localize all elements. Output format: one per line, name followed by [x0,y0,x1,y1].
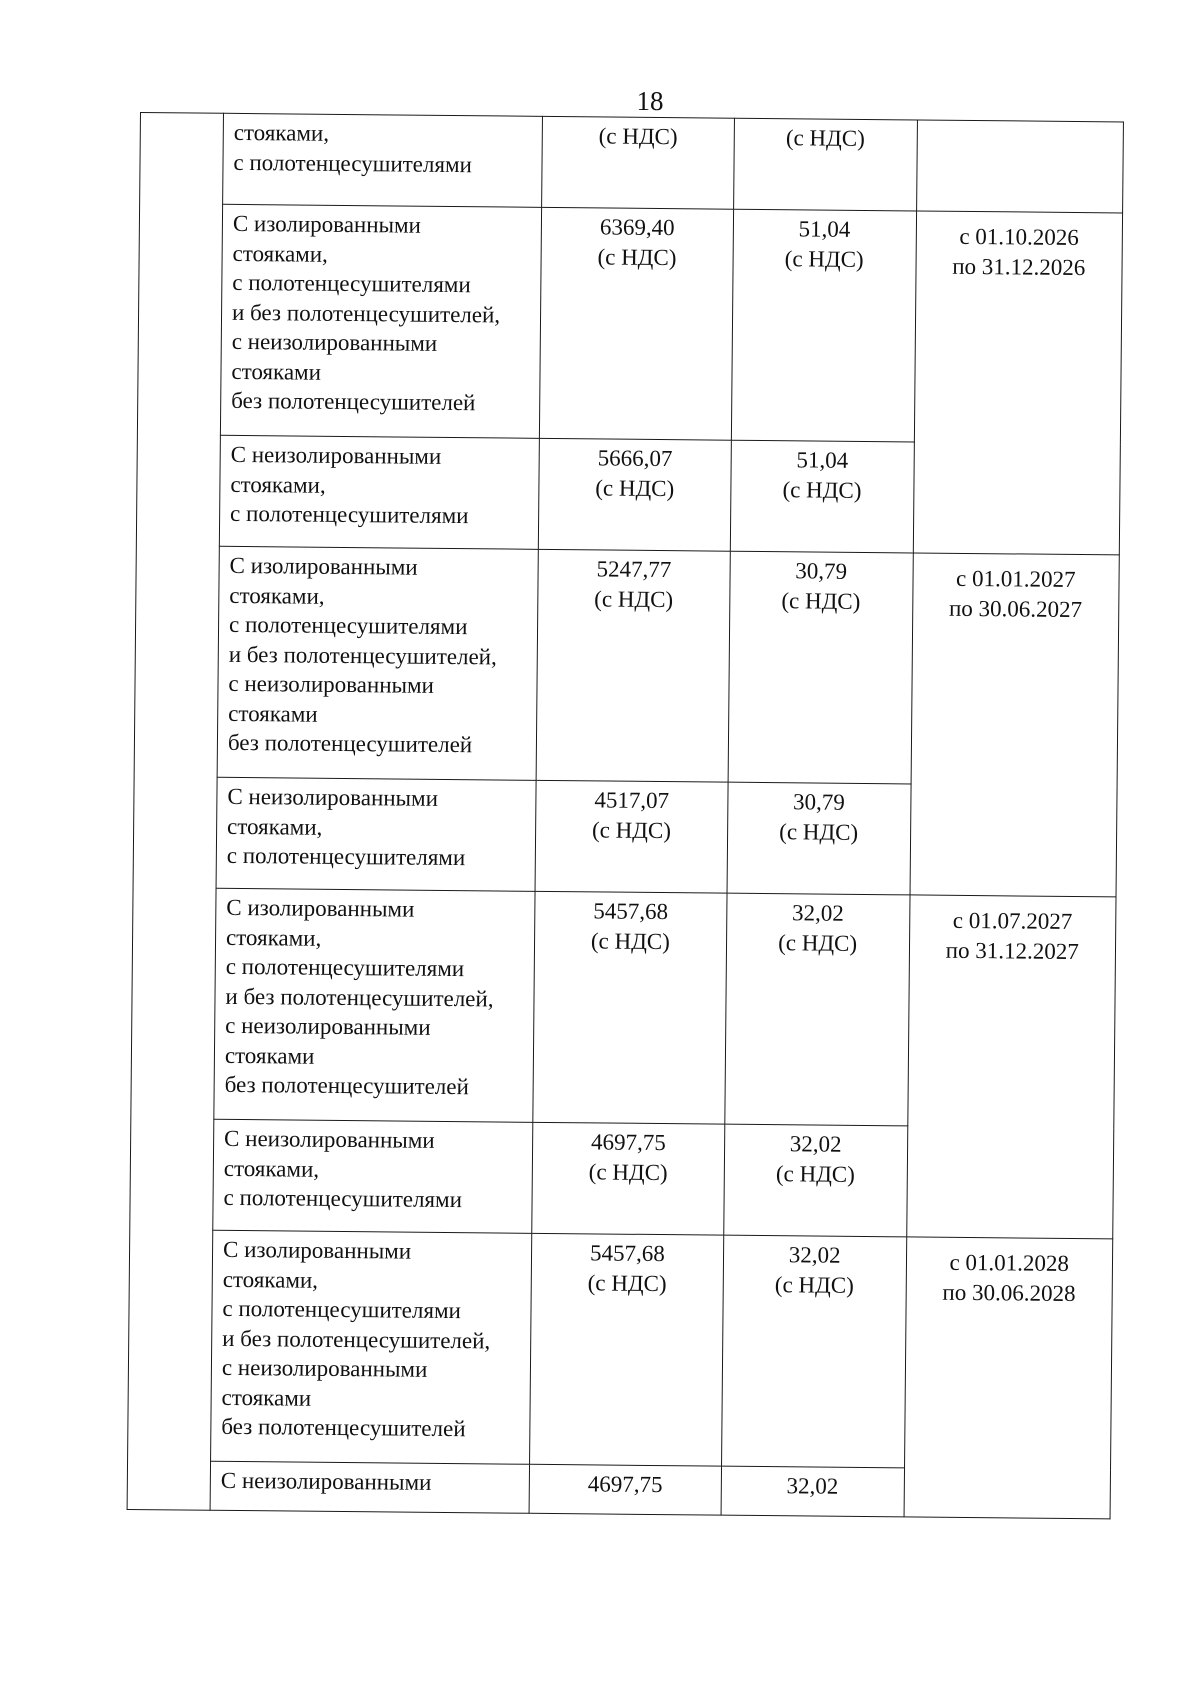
volume-value-cell: 32,02 (с НДС) [721,1235,906,1468]
table-row [131,887,1116,1127]
tariff-value-cell: 4697,75 (с НДС) [532,1122,725,1235]
description-cell: С изолированными стояками, с полотенцесушителями и без полотенцесушителей, с неизолированными стояками без полотенцесушителей [220,204,541,438]
description-cell: С изолированными стояками, с полотенцесушителями и без полотенцесушителей, с неизолированными стояками без полотенцесушителей [211,1230,532,1464]
table-row [140,113,1124,213]
period-cell [916,120,1123,213]
volume-value-cell: 32,02 [721,1466,904,1517]
tariff-value-cell: 6369,40 (с НДС) [539,207,733,440]
tariff-value-cell: 5457,68 (с НДС) [530,1233,724,1466]
description-cell: С неизолированными [210,1461,530,1513]
volume-value-cell: 32,02 (с НДС) [723,1124,907,1237]
period-cell: с 01.01.2028 по 30.06.2028 [904,1237,1113,1519]
description-cell: С изолированными стояками, с полотенцесушителями и без полотенцесушителей, с неизолированными стояками без полотенцесушителей [214,888,535,1122]
volume-value-cell: 32,02 (с НДС) [724,893,909,1126]
description-cell: С неизолированными стояками, с полотенцесушителями [216,777,536,891]
page-number: 18 [636,86,664,116]
period-cell: с 01.10.2026 по 31.12.2026 [913,211,1123,555]
volume-value-cell: 30,79 (с НДС) [728,551,913,784]
volume-value-cell: (с НДС) [733,118,917,211]
tariff-value-cell: 4517,07 (с НДС) [535,780,728,893]
period-cell: с 01.01.2027 по 30.06.2027 [910,553,1120,897]
volume-value-cell: 51,04 (с НДС) [731,209,916,442]
period-cell: с 01.07.2027 по 31.12.2027 [906,895,1116,1239]
tariff-value-cell: 5666,07 (с НДС) [538,438,731,551]
number-column-cell [127,113,223,1511]
table-row [134,545,1119,785]
volume-value-cell: 51,04 (с НДС) [730,440,914,553]
description-cell: С неизолированными стояками, с полотенцесушителями [213,1119,533,1233]
tariff-value-cell: 4697,75 [529,1464,721,1515]
description-cell: стояками, с полотенцесушителями [223,113,543,207]
volume-value-cell: 30,79 (с НДС) [727,782,911,895]
description-cell: С неизолированными стояками, с полотенцесушителями [219,435,539,549]
tariff-value-cell: (с НДС) [542,116,734,209]
tariff-value-cell: 5247,77 (с НДС) [536,549,730,782]
description-cell: С изолированными стояками, с полотенцесушителями и без полотенцесушителей, с неизолированными стояками без полотенцесушителей [217,546,538,780]
table-row [128,1229,1113,1469]
tariff-value-cell: 5457,68 (с НДС) [533,891,727,1124]
tariff-table [127,112,1124,1519]
table-row [137,204,1122,444]
